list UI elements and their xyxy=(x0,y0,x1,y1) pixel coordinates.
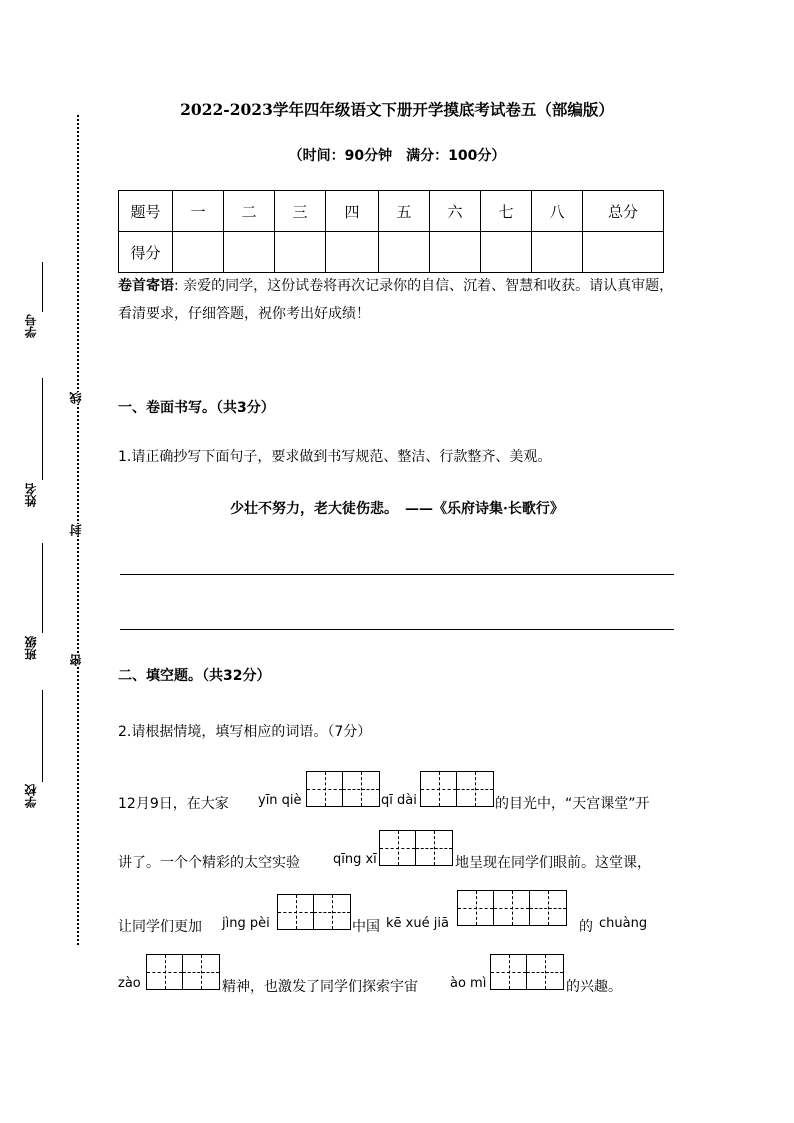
pinyin-hint: qī dài xyxy=(381,793,417,808)
passage-text: 地呈现在同学们眼前。这堂课， xyxy=(455,855,651,871)
grid-cell[interactable] xyxy=(343,772,379,806)
table-header-cell: 五 xyxy=(379,191,430,232)
grid-cell[interactable] xyxy=(421,772,457,806)
score-cell[interactable] xyxy=(583,232,664,273)
passage-text: 讲了。一个个精彩的太空实验 xyxy=(118,855,300,871)
binding-underline xyxy=(42,690,43,782)
copy-sentence: 少壮不努力，老大徒伤悲。 ——《乐府诗集·长歌行》 xyxy=(230,501,564,517)
table-header-cell: 七 xyxy=(481,191,532,232)
grid-cell[interactable] xyxy=(314,895,350,929)
binding-label-class: 班级 xyxy=(24,636,38,660)
score-cell[interactable] xyxy=(173,232,224,273)
intro-text: : 亲爱的同学，这份试卷将再次记录你的自信、沉着、智慧和收获。请认真审题，看清要求，仔细答题，祝你考出好成绩！ xyxy=(118,278,674,322)
answer-grid[interactable] xyxy=(146,954,220,990)
section-2-heading: 二、填空题。（共32分） xyxy=(118,668,271,684)
binding-label-name: 姓名 xyxy=(24,483,38,507)
table-header-cell: 三 xyxy=(275,191,326,232)
table-header-cell: 得分 xyxy=(119,232,173,273)
grid-cell[interactable] xyxy=(416,831,452,865)
grid-cell[interactable] xyxy=(380,831,416,865)
table-row xyxy=(119,232,664,273)
passage-text: 12月9日，在大家 xyxy=(118,796,229,812)
question-2: 2.请根据情境，填写相应的词语。（7分） xyxy=(118,724,372,740)
question-1: 1.请正确抄写下面句子，要求做到书写规范、整洁、行款整齐、美观。 xyxy=(118,449,552,465)
grid-cell[interactable] xyxy=(278,895,314,929)
table-header-cell: 题号 xyxy=(119,191,173,232)
section-1-heading: 一、卷面书写。（共3分） xyxy=(118,400,275,416)
table-header-cell: 八 xyxy=(532,191,583,232)
answer-grid[interactable] xyxy=(306,771,380,807)
pinyin-hint: chuàng xyxy=(599,916,648,931)
score-cell[interactable] xyxy=(224,232,275,273)
grid-cell[interactable] xyxy=(458,891,494,925)
answer-grid[interactable] xyxy=(277,894,351,930)
binding-label-school: 学校 xyxy=(24,784,38,808)
grid-cell[interactable] xyxy=(457,772,493,806)
table-header-cell: 一 xyxy=(173,191,224,232)
passage-text: 精神，也激发了同学们探索宇宙 xyxy=(222,979,418,995)
writing-line[interactable] xyxy=(120,574,674,575)
writing-line[interactable] xyxy=(120,629,674,630)
table-header-cell: 总分 xyxy=(583,191,664,232)
pinyin-hint: zào xyxy=(118,976,141,991)
answer-grid[interactable] xyxy=(420,771,494,807)
answer-grid[interactable] xyxy=(379,830,453,866)
score-table xyxy=(118,190,664,273)
intro-label: 卷首寄语 xyxy=(118,278,174,294)
grid-cell[interactable] xyxy=(530,891,566,925)
score-cell[interactable] xyxy=(481,232,532,273)
grid-cell[interactable] xyxy=(183,955,219,989)
pinyin-hint: yīn qiè xyxy=(258,793,302,808)
binding-underline xyxy=(42,378,43,480)
table-row xyxy=(119,191,664,232)
grid-cell[interactable] xyxy=(494,891,530,925)
binding-underline xyxy=(42,543,43,633)
binding-mark-line: 线 xyxy=(69,392,83,404)
grid-cell[interactable] xyxy=(527,955,563,989)
pinyin-hint: jìng pèi xyxy=(222,916,270,931)
table-header-cell: 四 xyxy=(326,191,379,232)
score-cell[interactable] xyxy=(430,232,481,273)
passage-text: 的兴趣。 xyxy=(566,979,622,995)
passage-text: 的目光中，“天宫课堂”开 xyxy=(495,796,650,812)
answer-grid[interactable] xyxy=(490,954,564,990)
pinyin-hint: ào mì xyxy=(450,976,487,991)
table-header-cell: 二 xyxy=(224,191,275,232)
grid-cell[interactable] xyxy=(147,955,183,989)
binding-mark-secret: 密 xyxy=(69,654,83,666)
grid-cell[interactable] xyxy=(491,955,527,989)
score-cell[interactable] xyxy=(326,232,379,273)
passage-text: 让同学们更加 xyxy=(118,919,202,935)
page-title: 2022-2023学年四年级语文下册开学摸底考试卷五（部编版） xyxy=(180,100,614,119)
grid-cell[interactable] xyxy=(307,772,343,806)
score-cell[interactable] xyxy=(379,232,430,273)
binding-underline xyxy=(42,262,43,312)
table-header-cell: 六 xyxy=(430,191,481,232)
pinyin-hint: kē xué jiā xyxy=(386,916,449,931)
page-subtitle: （时间：90分钟 满分：100分） xyxy=(288,148,506,164)
binding-mark-seal: 封 xyxy=(69,524,83,536)
passage-text: 中国 xyxy=(352,919,380,935)
score-cell[interactable] xyxy=(275,232,326,273)
answer-grid[interactable] xyxy=(457,890,567,926)
binding-label-student-id: 学号 xyxy=(24,314,38,338)
pinyin-hint: qīng xī xyxy=(333,852,377,867)
passage-text: 的 xyxy=(579,919,593,935)
intro-paragraph xyxy=(118,272,678,328)
score-cell[interactable] xyxy=(532,232,583,273)
